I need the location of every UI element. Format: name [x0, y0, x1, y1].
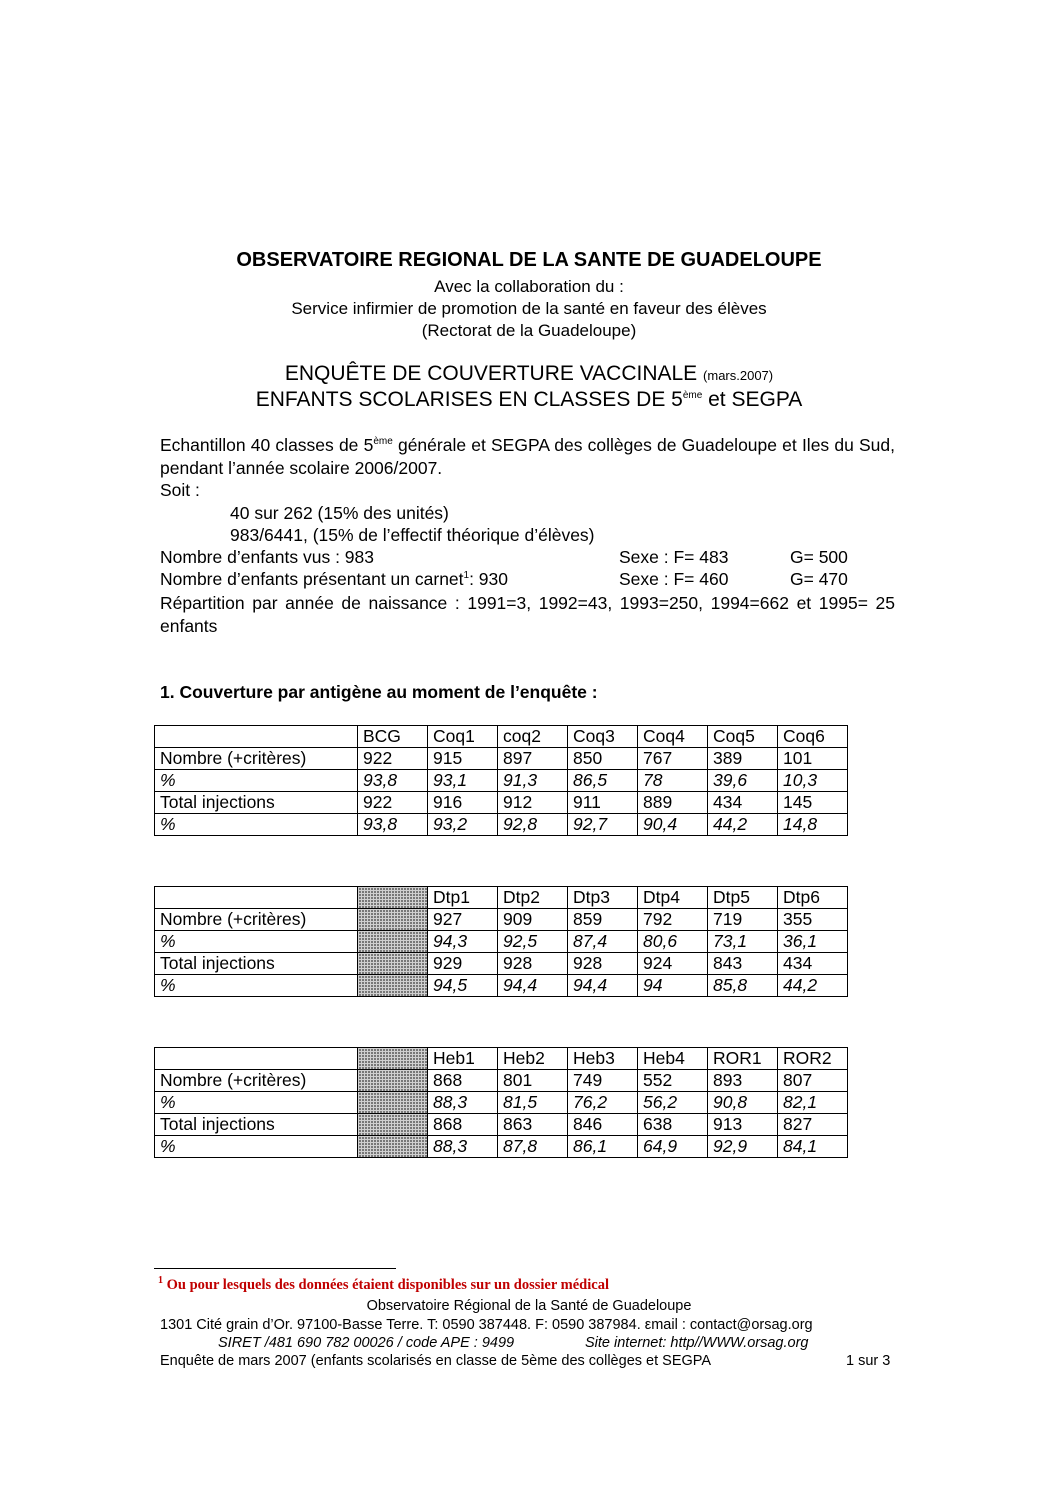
table-cell: 145 — [778, 792, 848, 814]
table-cell: 88,3 — [428, 1136, 498, 1158]
table-cell: 73,1 — [708, 931, 778, 953]
table-cell: 14,8 — [778, 814, 848, 836]
table-row — [155, 814, 848, 836]
table-cell: 638 — [638, 1114, 708, 1136]
col-header: Dtp2 — [498, 887, 568, 909]
table-cell: 92,7 — [568, 814, 638, 836]
children-card-sex-g: G= 470 — [790, 569, 848, 589]
row-label: % — [155, 1092, 358, 1114]
table-cell: 82,1 — [778, 1092, 848, 1114]
coverage-table-bcg-coq — [154, 725, 848, 836]
row-label: % — [155, 931, 358, 953]
footnote-separator — [154, 1268, 396, 1269]
table-cell: 84,1 — [778, 1136, 848, 1158]
footer-siret: SIRET /481 690 782 00026 / code APE : 9499 — [218, 1335, 515, 1351]
table-row — [155, 1070, 848, 1092]
table-cell: 767 — [638, 748, 708, 770]
survey-subtitle-sup: ème — [682, 390, 703, 401]
children-with-card — [160, 569, 508, 590]
footnote-ref: 1 — [463, 570, 470, 582]
children-seen-sex-g: G= 500 — [790, 547, 848, 567]
table-cell: 924 — [638, 953, 708, 975]
table-cell: 843 — [708, 953, 778, 975]
table-cell: 749 — [568, 1070, 638, 1092]
table-cell: 90,8 — [708, 1092, 778, 1114]
footnote-text: Ou pour lesquels des données étaient disponibles sur un dossier médical — [163, 1277, 609, 1293]
survey-title — [0, 362, 1058, 386]
table-cell: 389 — [708, 748, 778, 770]
col-header: Heb2 — [498, 1048, 568, 1070]
table-cell: 101 — [778, 748, 848, 770]
table-header-row — [155, 887, 848, 909]
table-cell: 64,9 — [638, 1136, 708, 1158]
table-cell: 889 — [638, 792, 708, 814]
hatched-cell — [358, 1048, 428, 1070]
table-cell: 93,1 — [428, 770, 498, 792]
table-cell: 76,2 — [568, 1092, 638, 1114]
col-header: coq2 — [498, 726, 568, 748]
survey-subtitle-a: ENFANTS SCOLARISES EN CLASSES DE 5 — [255, 388, 683, 411]
col-header: Dtp1 — [428, 887, 498, 909]
table-cell: 915 — [428, 748, 498, 770]
footer-survey: Enquête de mars 2007 (enfants scolarisés en classe de 5ème des collèges et SEGPA — [160, 1353, 712, 1369]
col-header: ROR2 — [778, 1048, 848, 1070]
table-header-empty — [155, 726, 358, 748]
col-header: Heb1 — [428, 1048, 498, 1070]
table-cell: 863 — [498, 1114, 568, 1136]
row-label: Total injections — [155, 1114, 358, 1136]
children-seen: Nombre d’enfants vus : 983 — [160, 547, 375, 567]
table-cell: 94 — [638, 975, 708, 997]
table-cell: 91,3 — [498, 770, 568, 792]
table-cell: 94,5 — [428, 975, 498, 997]
table-cell: 827 — [778, 1114, 848, 1136]
table-cell: 434 — [708, 792, 778, 814]
table-row — [155, 1092, 848, 1114]
card-text-a: Nombre d’enfants présentant un carnet — [160, 569, 464, 589]
survey-title-text: ENQUÊTE DE COUVERTURE VACCINALE — [284, 362, 698, 385]
section-title: 1. Couverture par antigène au moment de l’enquête : — [160, 682, 598, 702]
survey-subtitle-b: et SEGPA — [702, 388, 803, 411]
hatched-cell — [358, 1092, 428, 1114]
col-header: ROR1 — [708, 1048, 778, 1070]
coverage-table-heb-ror — [154, 1047, 848, 1158]
col-header: Dtp3 — [568, 887, 638, 909]
table-cell: 10,3 — [778, 770, 848, 792]
col-header: BCG — [358, 726, 428, 748]
survey-date: (mars.2007) — [703, 368, 774, 383]
table-cell: 850 — [568, 748, 638, 770]
table-cell: 897 — [498, 748, 568, 770]
collaboration-line: Avec la collaboration du : — [434, 277, 624, 296]
birth-year-distribution: Répartition par année de naissance : 1991=3, 1992=43, 1993=250, 1994=662 et 1995= 25 enfants — [160, 593, 895, 636]
table-header-empty — [155, 887, 358, 909]
table-header-empty — [155, 1048, 358, 1070]
hatched-cell — [358, 975, 428, 997]
table-cell: 85,8 — [708, 975, 778, 997]
table-row — [155, 1136, 848, 1158]
table-cell: 928 — [498, 953, 568, 975]
col-header: Coq6 — [778, 726, 848, 748]
col-header: Heb4 — [638, 1048, 708, 1070]
footer-org: Observatoire Régional de la Santé de Guadeloupe — [366, 1298, 692, 1314]
hatched-cell — [358, 887, 428, 909]
table-cell: 88,3 — [428, 1092, 498, 1114]
collaboration-rectorat: (Rectorat de la Guadeloupe) — [421, 321, 637, 340]
sample-paragraph — [160, 434, 895, 480]
col-header: Heb3 — [568, 1048, 638, 1070]
sample-text-b: générale et SEGPA des collèges de Guadeloupe et Iles du Sud, pendant l’année scolaire 2006/2007. — [160, 435, 895, 478]
survey-subtitle — [0, 388, 1058, 412]
table-cell: 552 — [638, 1070, 708, 1092]
sample-text-a: Echantillon 40 classes de 5 — [160, 435, 374, 455]
table-header-row — [155, 1048, 848, 1070]
hatched-cell — [358, 1114, 428, 1136]
table-cell: 94,3 — [428, 931, 498, 953]
col-header: Coq1 — [428, 726, 498, 748]
table-cell: 93,8 — [358, 814, 428, 836]
table-cell: 355 — [778, 909, 848, 931]
table-cell: 916 — [428, 792, 498, 814]
table-cell: 868 — [428, 1114, 498, 1136]
table-cell: 434 — [778, 953, 848, 975]
col-header: Coq5 — [708, 726, 778, 748]
card-text-b: : 930 — [469, 569, 509, 589]
hatched-cell — [358, 953, 428, 975]
col-header: Dtp4 — [638, 887, 708, 909]
table-cell: 93,8 — [358, 770, 428, 792]
children-seen-sex-f: Sexe : F= 483 — [619, 547, 729, 567]
table-row — [155, 931, 848, 953]
table-cell: 893 — [708, 1070, 778, 1092]
sample-sup: ème — [373, 436, 393, 448]
table-cell: 56,2 — [638, 1092, 708, 1114]
table-row — [155, 953, 848, 975]
row-label: Total injections — [155, 953, 358, 975]
coverage-table-dtp — [154, 886, 848, 997]
table-row — [155, 792, 848, 814]
table-cell: 909 — [498, 909, 568, 931]
table-cell: 44,2 — [708, 814, 778, 836]
hatched-cell — [358, 909, 428, 931]
table-cell: 87,4 — [568, 931, 638, 953]
collaboration-service: Service infirmier de promotion de la santé en faveur des élèves — [291, 299, 767, 318]
table-header-row — [155, 726, 848, 748]
table-cell: 92,5 — [498, 931, 568, 953]
table-cell: 86,5 — [568, 770, 638, 792]
table-row — [155, 909, 848, 931]
page-number: 1 sur 3 — [846, 1353, 891, 1369]
table-cell: 87,8 — [498, 1136, 568, 1158]
table-cell: 807 — [778, 1070, 848, 1092]
table-cell: 94,4 — [498, 975, 568, 997]
table-cell: 801 — [498, 1070, 568, 1092]
hatched-cell — [358, 1136, 428, 1158]
hatched-cell — [358, 931, 428, 953]
row-label: % — [155, 770, 358, 792]
table-row — [155, 770, 848, 792]
table-cell: 913 — [708, 1114, 778, 1136]
row-label: % — [155, 814, 358, 836]
col-header: Coq3 — [568, 726, 638, 748]
col-header: Dtp5 — [708, 887, 778, 909]
table-row — [155, 748, 848, 770]
table-cell: 81,5 — [498, 1092, 568, 1114]
row-label: % — [155, 1136, 358, 1158]
table-cell: 911 — [568, 792, 638, 814]
table-cell: 36,1 — [778, 931, 848, 953]
table-cell: 846 — [568, 1114, 638, 1136]
table-row — [155, 1114, 848, 1136]
footer-address: 1301 Cité grain d’Or. 97100-Basse Terre. T: 0590 387448. F: 0590 387984. εmail : contact@orsag.org — [160, 1317, 813, 1333]
table-cell: 92,8 — [498, 814, 568, 836]
table-cell: 868 — [428, 1070, 498, 1092]
row-label: Nombre (+critères) — [155, 1070, 358, 1092]
table-cell: 922 — [358, 748, 428, 770]
footnote-marker: 1 — [158, 1275, 163, 1287]
table-cell: 86,1 — [568, 1136, 638, 1158]
table-cell: 922 — [358, 792, 428, 814]
col-header: Coq4 — [638, 726, 708, 748]
hatched-cell — [358, 1070, 428, 1092]
row-label: Nombre (+critères) — [155, 909, 358, 931]
table-cell: 928 — [568, 953, 638, 975]
table-row — [155, 975, 848, 997]
table-cell: 719 — [708, 909, 778, 931]
table-cell: 39,6 — [708, 770, 778, 792]
table-cell: 859 — [568, 909, 638, 931]
row-label: Nombre (+critères) — [155, 748, 358, 770]
children-card-sex-f: Sexe : F= 460 — [619, 569, 729, 589]
table-cell: 92,9 — [708, 1136, 778, 1158]
students-line: 983/6441, (15% de l’effectif théorique d’élèves) — [230, 525, 595, 545]
row-label: Total injections — [155, 792, 358, 814]
table-cell: 80,6 — [638, 931, 708, 953]
soit-label: Soit : — [160, 480, 200, 500]
table-cell: 90,4 — [638, 814, 708, 836]
table-cell: 912 — [498, 792, 568, 814]
table-cell: 927 — [428, 909, 498, 931]
table-cell: 929 — [428, 953, 498, 975]
footer-website: Site internet: http//WWW.orsag.org — [585, 1335, 809, 1351]
table-cell: 94,4 — [568, 975, 638, 997]
footnote — [158, 1277, 609, 1294]
table-cell: 78 — [638, 770, 708, 792]
table-cell: 93,2 — [428, 814, 498, 836]
table-cell: 44,2 — [778, 975, 848, 997]
row-label: % — [155, 975, 358, 997]
document-title: OBSERVATOIRE REGIONAL DE LA SANTE DE GUADELOUPE — [236, 249, 822, 271]
table-cell: 792 — [638, 909, 708, 931]
units-line: 40 sur 262 (15% des unités) — [230, 503, 449, 523]
col-header: Dtp6 — [778, 887, 848, 909]
